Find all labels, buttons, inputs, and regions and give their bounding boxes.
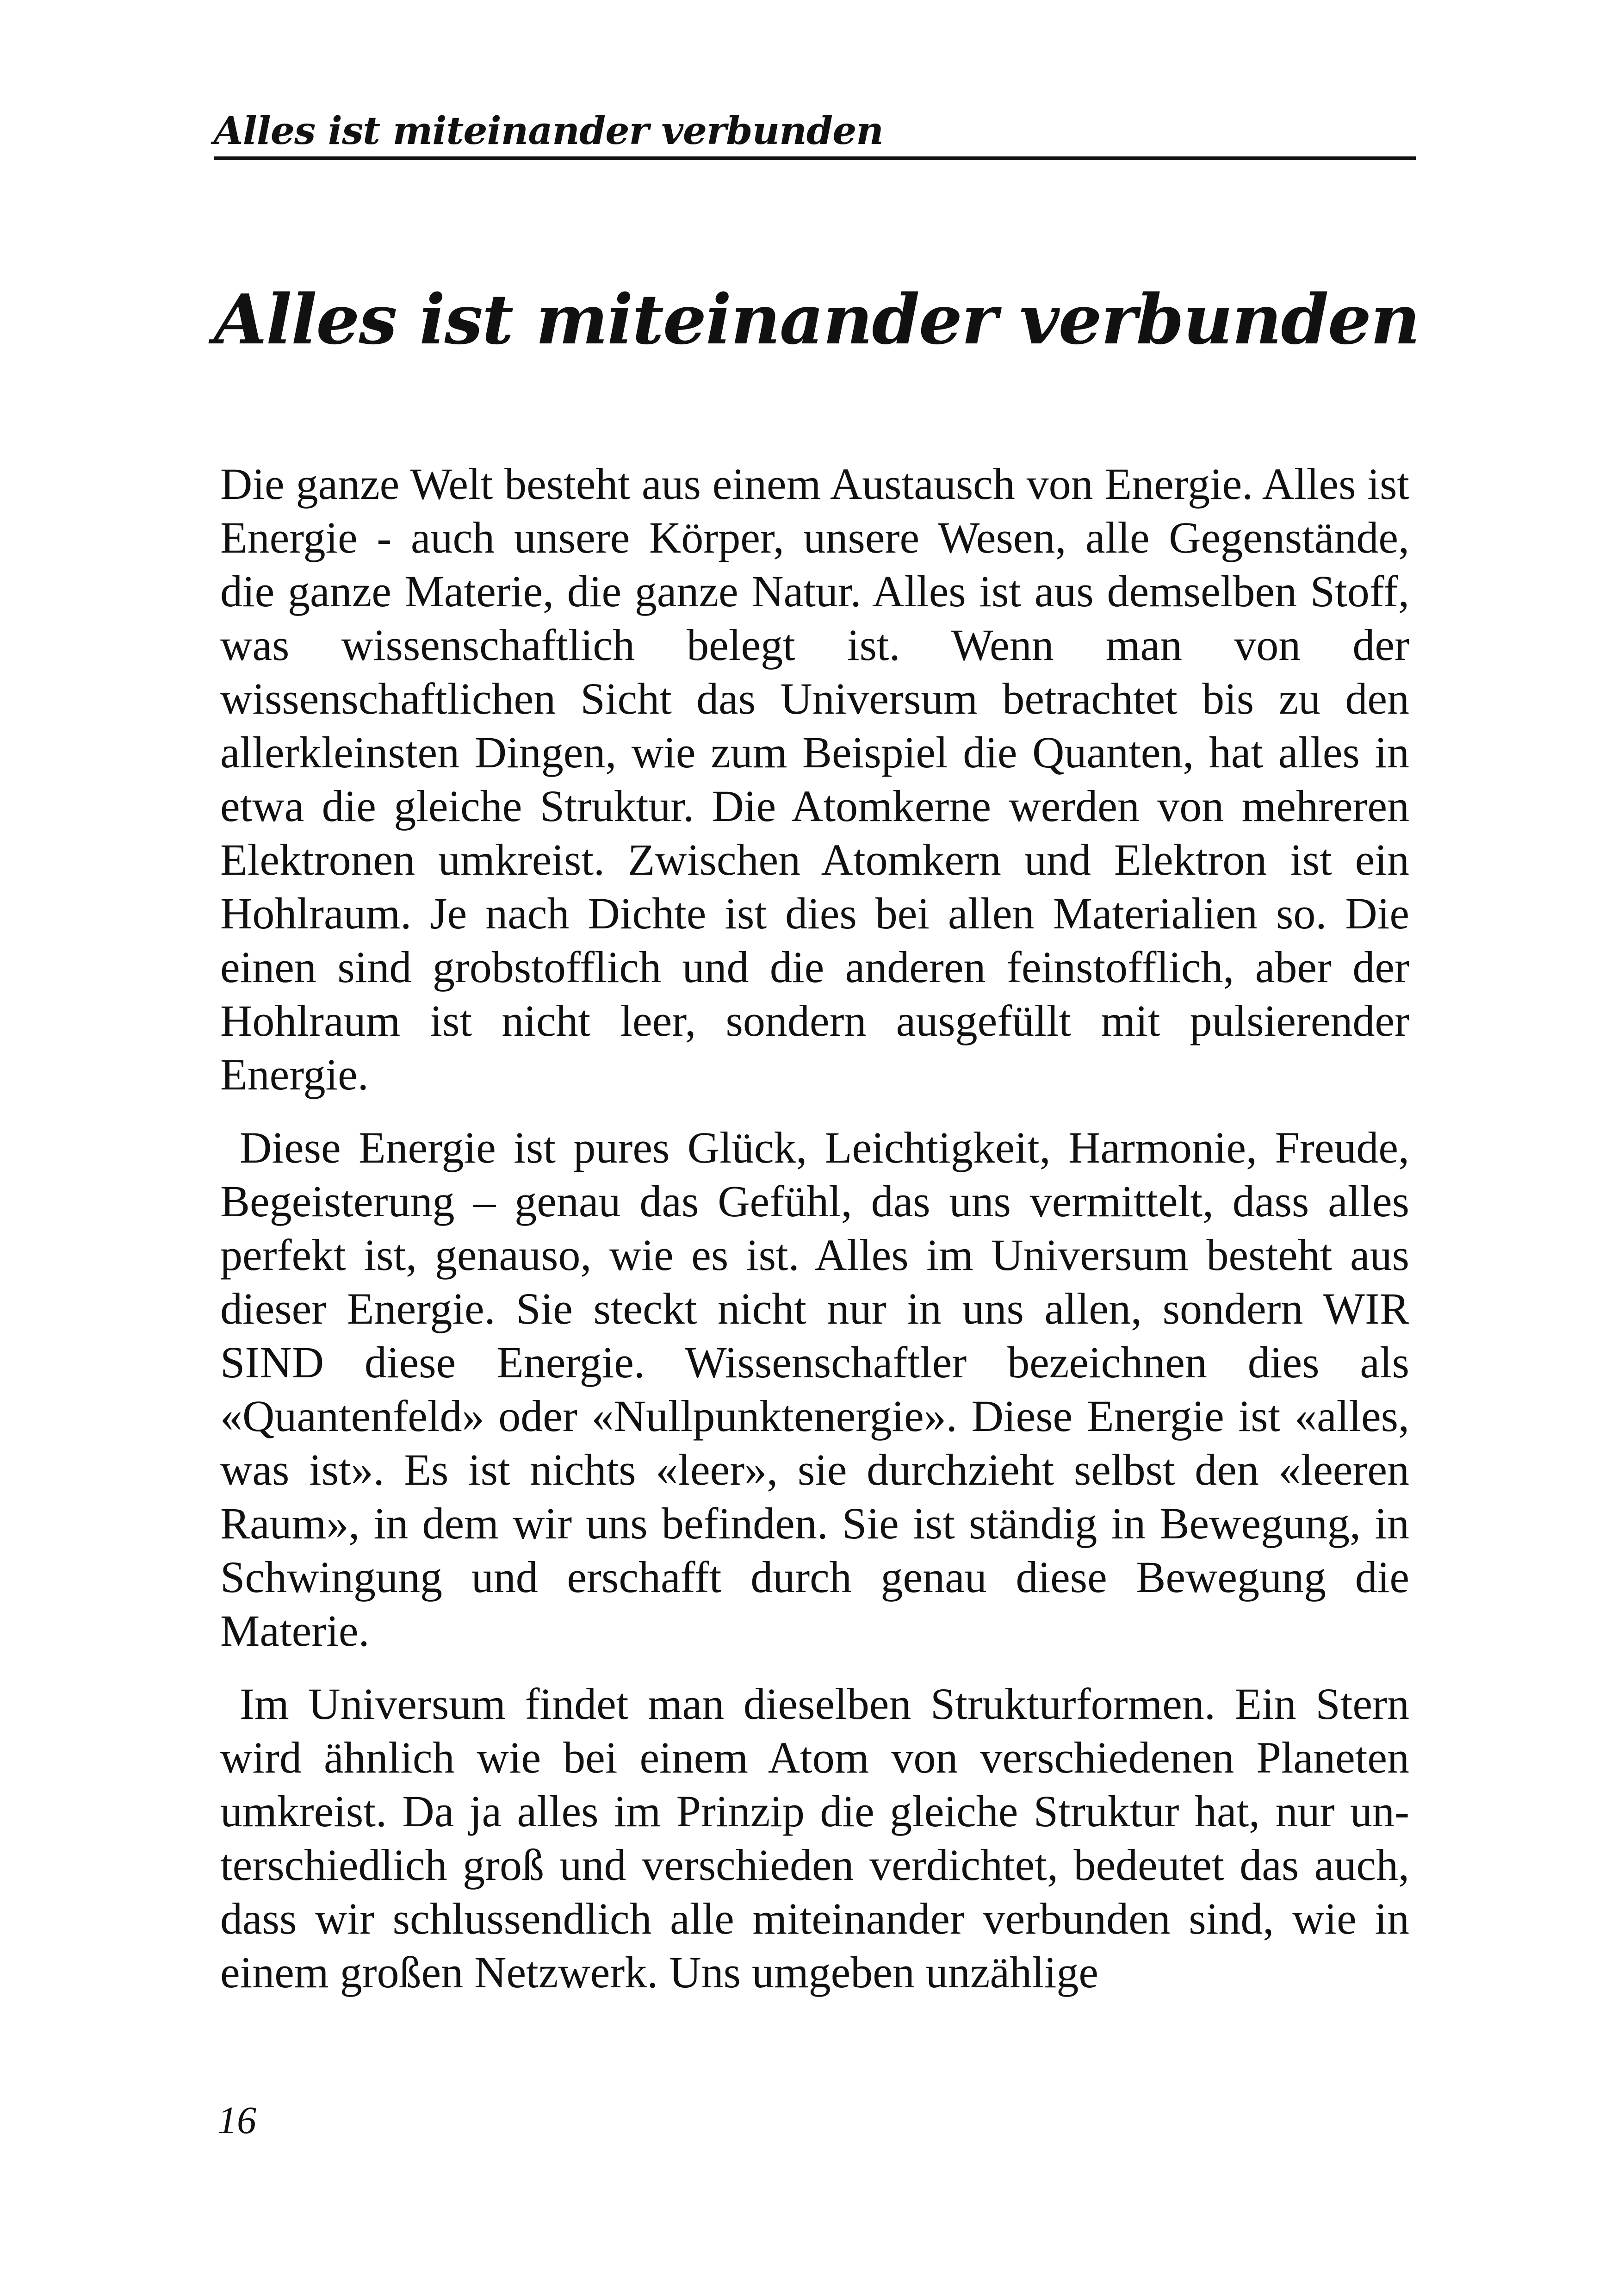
paragraph-1: Die ganze Welt besteht aus einem Austausch von Energie. Alles ist Energie - auch unsere Körper, unsere Wesen, alle Gegenstände, die ganze Materie, die ganze Natur. Alles ist aus demselben Stoff, was wissenschaftlich belegt ist. Wenn man von der wissenschaftlichen Sicht das Universum betrachtet bis zu den allerkleinsten Dingen, wie zum Beispiel die Quanten, hat alles in etwa die gleiche Struktur. Die Atomkerne werden von mehreren Elektronen umkreist. Zwischen Atomkern und Elektron ist ein Hohlraum. Je nach Dichte ist dies bei allen Materialien so. Die einen sind grobstofflich und die anderen feinstofflich, aber der Hohlraum ist nicht leer, sondern ausgefüllt mit pulsierender Energie.: [220, 459, 1409, 1099]
chapter-title: Alles ist miteinander verbunden: [214, 279, 1420, 360]
running-head: Alles ist miteinander verbunden: [214, 109, 884, 153]
page-number: 16: [217, 2099, 256, 2142]
header-rule: [214, 156, 1416, 160]
body-text: [220, 457, 1409, 2019]
paragraph-2: Diese Energie ist pures Glück, Leichtigkeit, Harmonie, Freude, Begeisterung – genau das Gefühl, das uns vermittelt, dass alles perfekt ist, genauso, wie es ist. Alles im Universum besteht aus dieser Energie. Sie steckt nicht nur in uns allen, sondern WIR SIND diese Energie. Wissenschaftler bezeichnen dies als «Quantenfeld» oder «Nullpunktenergie». Diese Energie ist «alles, was ist». Es ist nichts «leer», sie durchzieht selbst den «leeren Raum», in dem wir uns befinden. Sie ist ständig in Bewegung, in Schwingung und erschafft durch genau diese Bewegung die Materie.: [220, 1123, 1409, 1655]
paragraph-3: Im Universum findet man dieselben Strukturformen. Ein Stern wird ähnlich wie bei einem Atom von verschiedenen Planeten umkreist. Da ja alles im Prinzip die gleiche Struktur hat, nur unterschiedlich groß und verschieden verdichtet, bedeutet das auch, dass wir schlussendlich alle miteinander verbunden sind, wie in einem großen Netzwerk. Uns umgeben unzählige: [220, 1679, 1409, 1997]
